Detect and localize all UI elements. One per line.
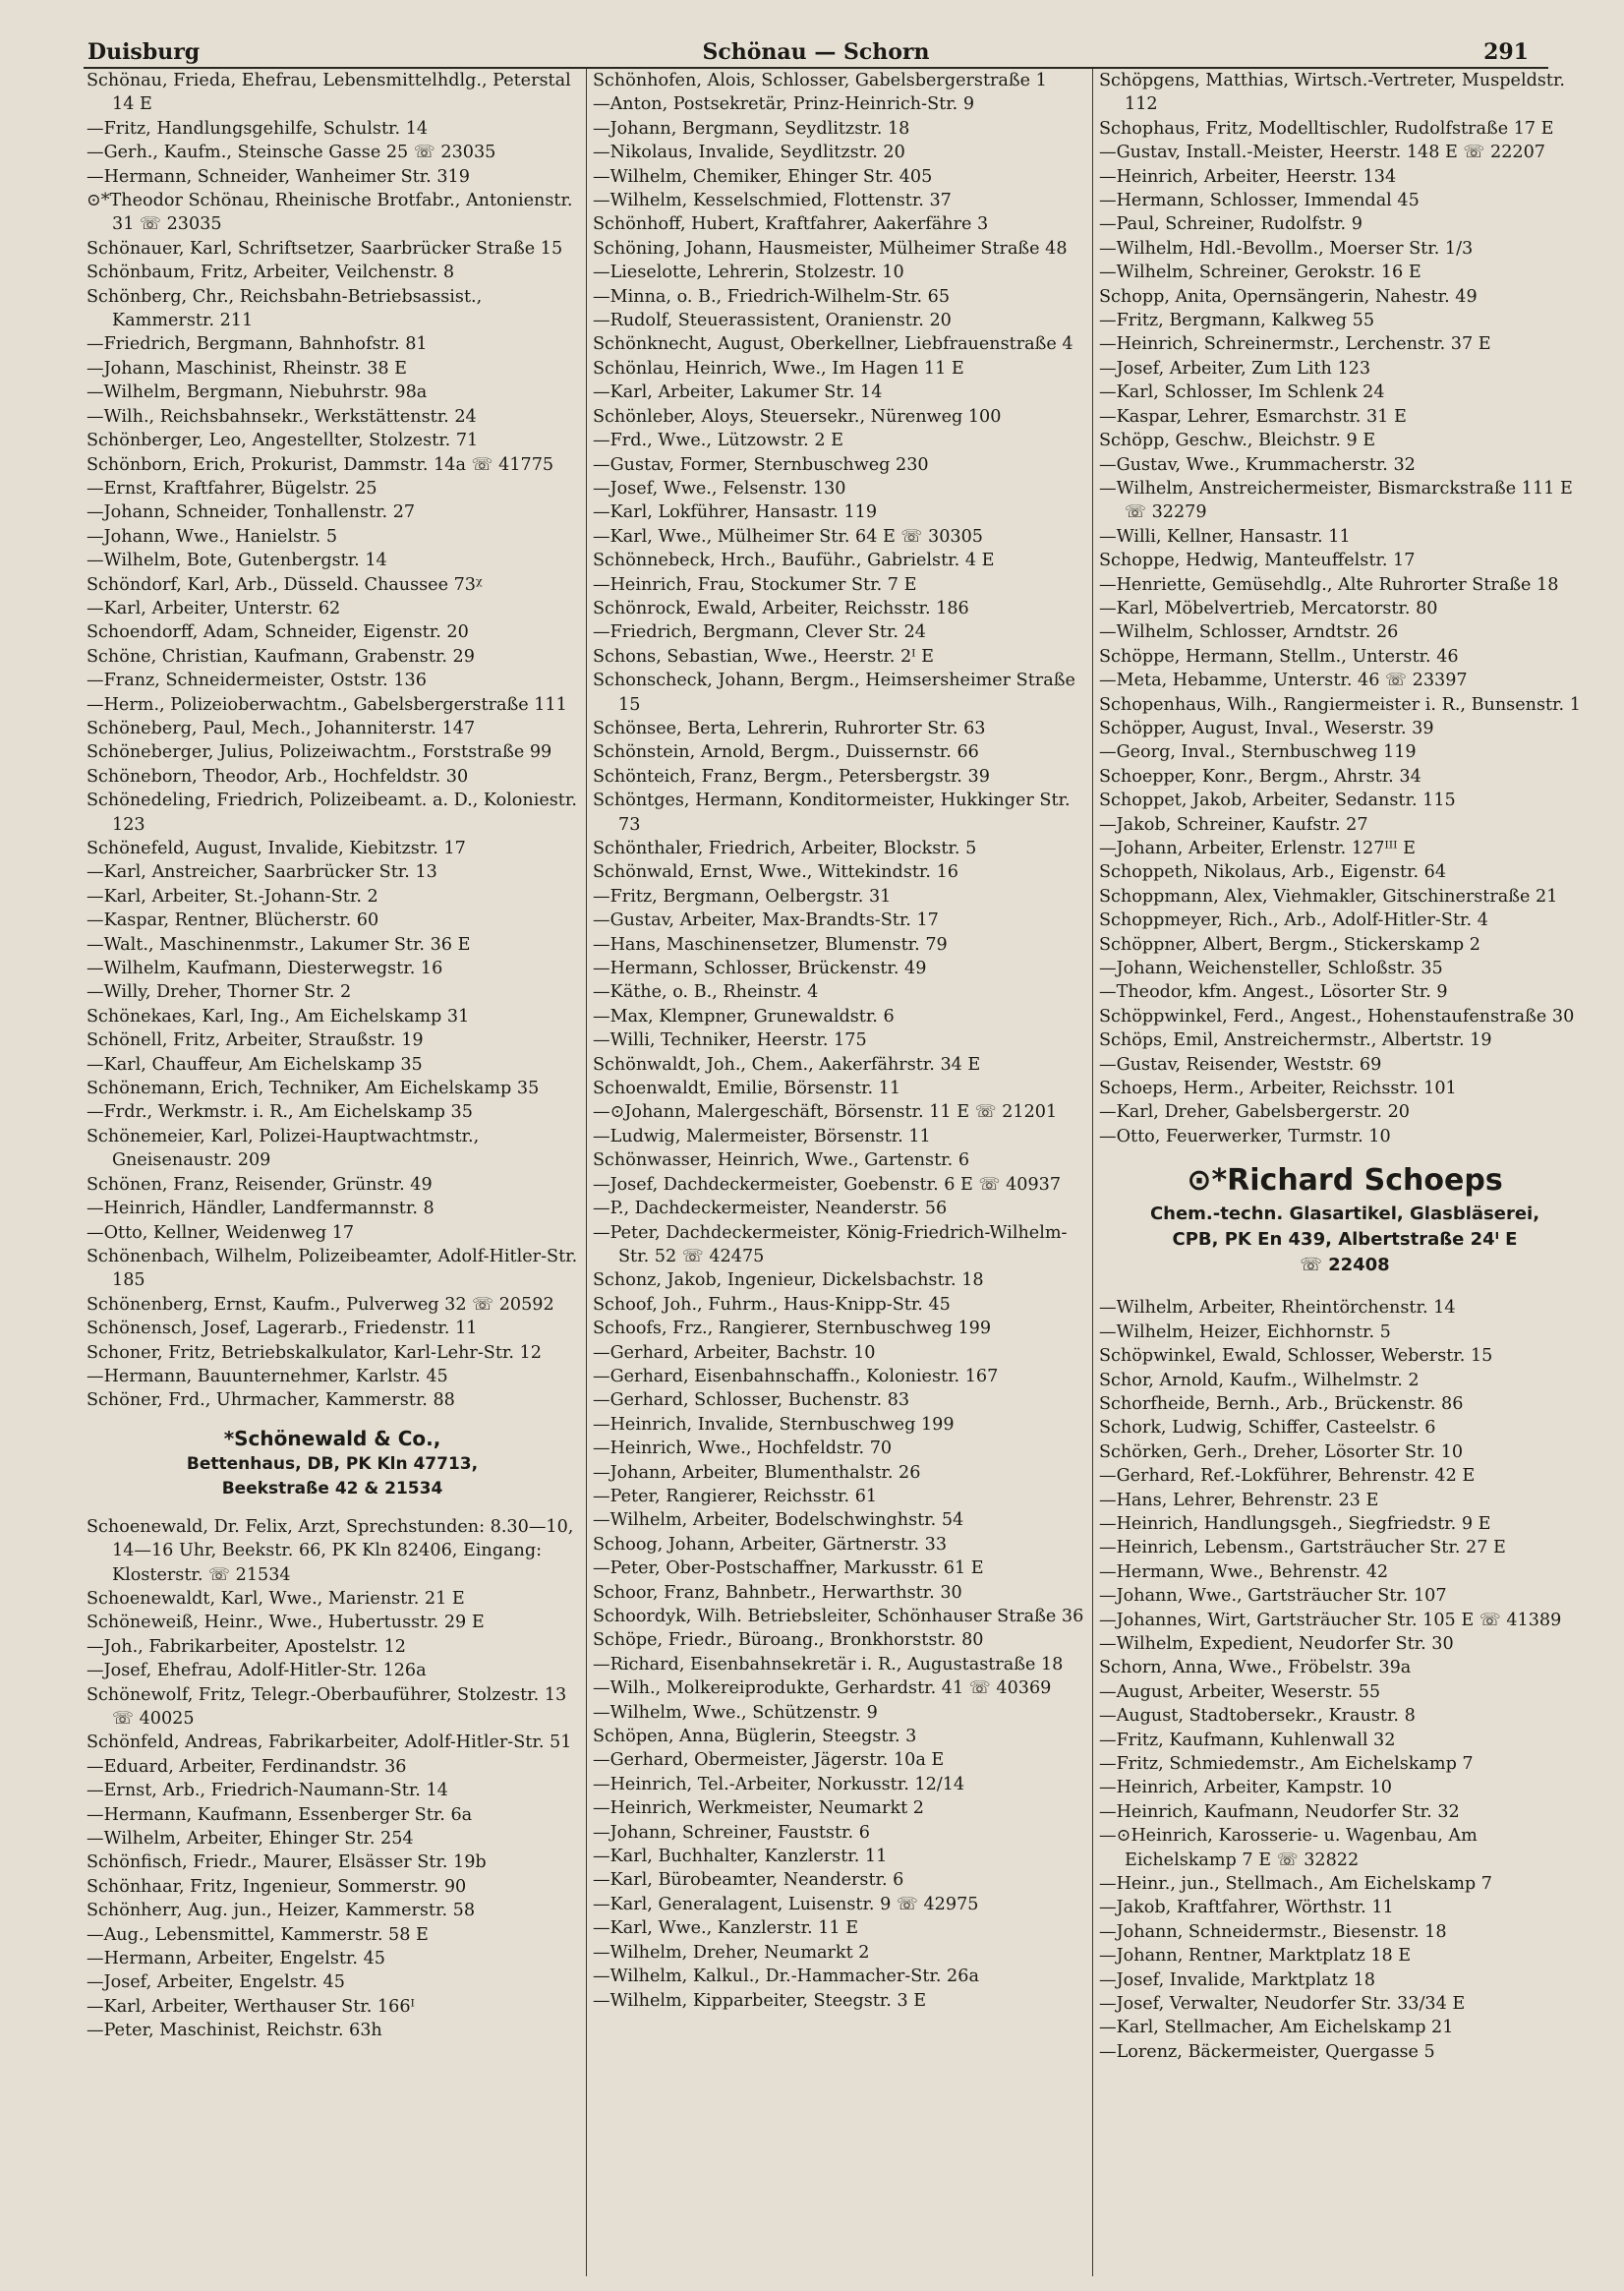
directory-entry: —Johann, Bergmann, Seydlitzstr. 18	[593, 118, 910, 139]
directory-entry: ⊙*Theodor Schönau, Rheinische Brotfabr., Antonienstr. 31 ☏ 23035	[87, 191, 573, 235]
directory-entry: —Josef, Ehefrau, Adolf-Hitler-Str. 126a	[87, 1661, 427, 1681]
directory-entry: —Gerhard, Schlosser, Buchenstr. 83	[593, 1390, 910, 1411]
directory-entry: —Heinrich, Handlungsgeh., Siegfriedstr. 9 E	[1099, 1513, 1491, 1534]
directory-entry: Schönefeld, August, Invalide, Kiebitzstr. 17	[87, 839, 466, 858]
directory-entry: Schönborn, Erich, Prokurist, Dammstr. 14a ☏ 41775	[87, 454, 554, 475]
directory-entry: Schoog, Johann, Arbeiter, Gärtnerstr. 33	[593, 1534, 948, 1555]
directory-entry: —Heinrich, Händler, Landfermannstr. 8	[87, 1199, 435, 1219]
directory-entry: —Karl, Lokführer, Hansastr. 119	[593, 502, 878, 523]
directory-entry: —Johann, Schneidermstr., Biesenstr. 18	[1099, 1921, 1447, 1942]
directory-entry: —Minna, o. B., Friedrich-Wilhelm-Str. 65	[593, 286, 951, 307]
ad-title: ⊙*Richard Schoeps	[1187, 1163, 1503, 1199]
header-range: Schönau — Schorn	[702, 39, 930, 65]
directory-entry: —Fritz, Kaufmann, Kuhlenwall 32	[1099, 1730, 1396, 1750]
directory-entry: —Gerhard, Obermeister, Jägerstr. 10a E	[593, 1750, 945, 1771]
directory-entry: —Josef, Dachdeckermeister, Goebenstr. 6 E ☏ 40937	[593, 1174, 1062, 1195]
directory-entry: —Jakob, Kraftfahrer, Wörthstr. 11	[1099, 1898, 1394, 1918]
directory-entry: —Gustav, Arbeiter, Max-Brandts-Str. 17	[593, 911, 939, 931]
directory-entry: —Karl, Arbeiter, Unterstr. 62	[87, 598, 341, 618]
directory-entry: —August, Arbeiter, Weserstr. 55	[1099, 1681, 1381, 1702]
directory-entry: —Karl, Wwe., Kanzlerstr. 11 E	[593, 1918, 859, 1939]
directory-entry: —Peter, Ober-Postschaffner, Markusstr. 61 E	[593, 1558, 984, 1579]
directory-entry: —Kaspar, Lehrer, Esmarchstr. 31 E	[1099, 406, 1407, 427]
directory-entry: —Eduard, Arbeiter, Ferdinandstr. 36	[87, 1756, 407, 1777]
directory-entry: Schönwaldt, Joh., Chem., Aakerfährstr. 34 E	[593, 1054, 981, 1075]
header-city: Duisburg	[87, 39, 201, 65]
directory-entry: —Wilhelm, Kaufmann, Diesterwegstr. 16	[87, 959, 443, 979]
directory-entry: —Frd., Wwe., Lützowstr. 2 E	[593, 431, 843, 451]
directory-entry: Schoof, Joh., Fuhrm., Haus-Knipp-Str. 45	[593, 1294, 951, 1315]
directory-entry: Schönsee, Berta, Lehrerin, Ruhrorter Str. 63	[593, 718, 986, 738]
directory-entry: Schoppeth, Nikolaus, Arb., Eigenstr. 64	[1099, 862, 1447, 883]
directory-entry: Schöppner, Albert, Bergm., Stickerskamp 2	[1099, 934, 1480, 955]
directory-entry: —Karl, Generalagent, Luisenstr. 9 ☏ 42975	[593, 1894, 979, 1914]
directory-entry: —Rudolf, Steuerassistent, Oranienstr. 20	[593, 311, 952, 331]
directory-entry: Schöning, Johann, Hausmeister, Mülheimer Straße 48	[593, 238, 1068, 259]
directory-entry: —Heinrich, Frau, Stockumer Str. 7 E	[593, 574, 917, 595]
directory-entry: —Walt., Maschinenmstr., Lakumer Str. 36 E	[87, 934, 471, 955]
directory-entry: —Wilhelm, Wwe., Schützenstr. 9	[593, 1702, 878, 1723]
directory-entry: —Ernst, Kraftfahrer, Bügelstr. 25	[87, 478, 377, 499]
directory-entry: Schöntges, Hermann, Konditormeister, Hukkinger Str. 73	[593, 791, 1071, 835]
directory-entry: Schoppe, Hedwig, Manteuffelstr. 17	[1099, 551, 1416, 571]
directory-entry: —Otto, Kellner, Weidenweg 17	[87, 1222, 355, 1243]
directory-entry: Schönfisch, Friedr., Maurer, Elsässer Str. 19b	[87, 1852, 487, 1873]
directory-entry: Schoenwaldt, Emilie, Börsenstr. 11	[593, 1079, 901, 1099]
directory-entry: —Otto, Feuerwerker, Turmstr. 10	[1099, 1126, 1391, 1146]
directory-entry: —Karl, Anstreicher, Saarbrücker Str. 13	[87, 862, 437, 883]
directory-entry: —Käthe, o. B., Rheinstr. 4	[593, 982, 819, 1003]
directory-entry: —Georg, Inval., Sternbuschweg 119	[1099, 742, 1417, 763]
directory-entry: Schönen, Franz, Reisender, Grünstr. 49	[87, 1174, 433, 1195]
directory-entry: Schönteich, Franz, Bergm., Petersbergstr. 39	[593, 766, 990, 787]
directory-entry: —Hermann, Schlosser, Immendal 45	[1099, 191, 1420, 211]
directory-entry: —Johann, Maschinist, Rheinstr. 38 E	[87, 358, 408, 379]
directory-entry: Schophaus, Fritz, Modelltischler, Rudolfstraße 17 E	[1099, 118, 1554, 139]
directory-entry: —Hermann, Wwe., Behrenstr. 42	[1099, 1561, 1389, 1582]
directory-entry: —Johann, Wwe., Gartsträucher Str. 107	[1099, 1586, 1447, 1607]
directory-entry: —Josef, Arbeiter, Engelstr. 45	[87, 1972, 345, 1993]
directory-entry: Schöpper, August, Inval., Weserstr. 39	[1099, 718, 1434, 738]
directory-entry: —Johann, Schneider, Tonhallenstr. 27	[87, 502, 416, 523]
directory-entry: —Willy, Dreher, Thorner Str. 2	[87, 982, 352, 1003]
directory-entry: —Richard, Eisenbahnsekretär i. R., Augustastraße 18	[593, 1654, 1064, 1674]
column-1	[87, 69, 578, 2276]
column-divider	[586, 69, 587, 2276]
directory-entry: —Peter, Dachdeckermeister, König-Friedrich-Wilhelm-Str. 52 ☏ 42475	[593, 1222, 1068, 1266]
directory-entry: —Heinrich, Invalide, Sternbuschweg 199	[593, 1414, 955, 1435]
directory-entry: —Karl, Stellmacher, Am Eichelskamp 21	[1099, 2018, 1454, 2038]
directory-entry: —Karl, Wwe., Mülheimer Str. 64 E ☏ 30305	[593, 526, 983, 547]
directory-entry: Schönthaler, Friedrich, Arbeiter, Blockstr. 5	[593, 839, 977, 858]
directory-entry: Schönhofen, Alois, Schlosser, Gabelsbergerstraße 1	[593, 71, 1047, 90]
directory-entry: Schöpp, Geschw., Bleichstr. 9 E	[1099, 431, 1376, 451]
ad-line: CPB, PK En 439, Albertstraße 24ᴵ E	[1172, 1229, 1518, 1251]
directory-entry: Schönau, Frieda, Ehefrau, Lebensmittelhdlg., Peterstal 14 E	[87, 71, 571, 115]
directory-entry: —Henriette, Gemüsehdlg., Alte Ruhrorter Straße 18	[1099, 574, 1559, 595]
directory-entry: —Gustav, Install.-Meister, Heerstr. 148 E ☏ 22207	[1099, 143, 1545, 163]
directory-entry: Schönleber, Aloys, Steuersekr., Nürenweg 100	[593, 406, 1002, 427]
directory-entry: —Frdr., Werkmstr. i. R., Am Eichelskamp 35	[87, 1102, 473, 1123]
directory-entry: Schönknecht, August, Oberkellner, Liebfrauenstraße 4	[593, 334, 1073, 355]
directory-entry: Schönherr, Aug. jun., Heizer, Kammerstr. 58	[87, 1901, 476, 1921]
directory-entry: Schöpe, Friedr., Büroang., Bronkhorststr. 80	[593, 1630, 984, 1651]
directory-entry: Schoordyk, Wilh. Betriebsleiter, Schönhauser Straße 36	[593, 1607, 1084, 1626]
directory-entry: —Josef, Arbeiter, Zum Lith 123	[1099, 358, 1371, 379]
directory-entry: Schoppmann, Alex, Viehmakler, Gitschinerstraße 21	[1099, 886, 1558, 907]
directory-entry: Schönlau, Heinrich, Wwe., Im Hagen 11 E	[593, 358, 964, 379]
directory-entry: —Wilhelm, Bergmann, Niebuhrstr. 98a	[87, 382, 428, 403]
directory-entry: Schönnebeck, Hrch., Bauführ., Gabrielstr. 4 E	[593, 551, 995, 571]
directory-entry: —Paul, Schreiner, Rudolfstr. 9	[1099, 214, 1363, 235]
directory-entry: —Wilhelm, Schreiner, Gerokstr. 16 E	[1099, 263, 1421, 283]
directory-entry: Schönstein, Arnold, Bergm., Duissernstr. 66	[593, 742, 979, 763]
directory-entry: Schoeps, Herm., Arbeiter, Reichsstr. 101	[1099, 1079, 1457, 1099]
directory-entry: Schöner, Frd., Uhrmacher, Kammerstr. 88	[87, 1390, 455, 1411]
directory-entry: —Gustav, Reisender, Weststr. 69	[1099, 1054, 1382, 1075]
directory-entry: Schons, Sebastian, Wwe., Heerstr. 2ᴵ E	[593, 646, 934, 667]
directory-entry: —Ernst, Arb., Friedrich-Naumann-Str. 14	[87, 1781, 448, 1801]
directory-entry: —Karl, Schlosser, Im Schlenk 24	[1099, 382, 1385, 403]
directory-entry: —Karl, Arbeiter, St.-Johann-Str. 2	[87, 886, 378, 907]
directory-entry: —Karl, Möbelvertrieb, Mercatorstr. 80	[1099, 598, 1438, 618]
directory-entry: —Hermann, Kaufmann, Essenberger Str. 6a	[87, 1804, 473, 1825]
directory-entry: —Karl, Dreher, Gabelsbergerstr. 20	[1099, 1102, 1410, 1123]
directory-entry: —Gerhard, Eisenbahnschaffn., Koloniestr. 167	[593, 1366, 999, 1386]
directory-entry: Schoendorff, Adam, Schneider, Eigenstr. 20	[87, 622, 469, 643]
directory-entry: —Johann, Weichensteller, Schloßstr. 35	[1099, 959, 1443, 979]
directory-entry: Schöneweiß, Heinr., Wwe., Hubertusstr. 29 E	[87, 1613, 485, 1633]
directory-entry: Schöpwinkel, Ewald, Schlosser, Weberstr. 15	[1099, 1346, 1493, 1367]
directory-entry: —Joh., Fabrikarbeiter, Apostelstr. 12	[87, 1636, 407, 1657]
directory-entry: Schorfheide, Bernh., Arb., Brückenstr. 86	[1099, 1393, 1464, 1414]
directory-entry: Schönewolf, Fritz, Telegr.-Oberbauführer, Stolzestr. 13 ☏ 40025	[87, 1684, 567, 1729]
directory-entry: Schönekaes, Karl, Ing., Am Eichelskamp 31	[87, 1006, 470, 1027]
directory-entry: Schoppet, Jakob, Arbeiter, Sedanstr. 115	[1099, 791, 1456, 811]
directory-entry: —Theodor, kfm. Angest., Lösorter Str. 9	[1099, 982, 1448, 1003]
directory-entry: Schörken, Gerh., Dreher, Lösorter Str. 10	[1099, 1441, 1464, 1462]
directory-entry: —Willi, Kellner, Hansastr. 11	[1099, 526, 1351, 547]
directory-entry: Schönell, Fritz, Arbeiter, Straußstr. 19	[87, 1030, 424, 1051]
directory-entry: —Gerhard, Ref.-Lokführer, Behrenstr. 42 E	[1099, 1466, 1476, 1487]
directory-entry: —Johannes, Wirt, Gartsträucher Str. 105 E ☏ 41389	[1099, 1610, 1562, 1630]
directory-entry: —Heinrich, Arbeiter, Kampstr. 10	[1099, 1778, 1393, 1798]
page-header	[84, 35, 1548, 69]
directory-entry: Schopp, Anita, Opernsängerin, Nahestr. 49	[1099, 286, 1478, 307]
directory-entry: —Gerhard, Arbeiter, Bachstr. 10	[593, 1342, 876, 1363]
directory-entry: —Karl, Bürobeamter, Neanderstr. 6	[593, 1870, 904, 1891]
directory-entry: —Wilh., Reichsbahnsekr., Werkstättenstr. 24	[87, 406, 477, 427]
ad-line: Beekstraße 42 & 21534	[221, 1478, 443, 1498]
directory-entry: —Ludwig, Malermeister, Börsenstr. 11	[593, 1126, 931, 1146]
directory-entry: —Karl, Arbeiter, Werthauser Str. 166ᴵ	[87, 1996, 415, 2017]
directory-entry: —Wilhelm, Kalkul., Dr.-Hammacher-Str. 26a	[593, 1967, 979, 1987]
directory-entry: —⊙Heinrich, Karosserie- u. Wagenbau, Am Eichelskamp 7 E ☏ 32822	[1099, 1826, 1478, 1870]
directory-entry: —Wilhelm, Arbeiter, Rheintörchenstr. 14	[1099, 1298, 1456, 1319]
directory-entry: —Karl, Chauffeur, Am Eichelskamp 35	[87, 1054, 423, 1075]
directory-entry: Schoppmeyer, Rich., Arb., Adolf-Hitler-Str. 4	[1099, 911, 1488, 931]
directory-entry: —Wilhelm, Schlosser, Arndtstr. 26	[1099, 622, 1399, 643]
directory-entry: —Wilhelm, Kipparbeiter, Steegstr. 3 E	[593, 1990, 927, 2011]
directory-entry: —Johann, Rentner, Marktplatz 18 E	[1099, 1946, 1412, 1967]
column-2	[593, 69, 1084, 2276]
directory-entry: —Wilhelm, Chemiker, Ehinger Str. 405	[593, 166, 933, 187]
directory-entry: Schöps, Emil, Anstreichermstr., Albertstr. 19	[1099, 1030, 1492, 1051]
directory-entry: —Hermann, Schneider, Wanheimer Str. 319	[87, 166, 470, 187]
directory-entry: Schönemeier, Karl, Polizei-Hauptwachtmstr., Gneisenaustr. 209	[87, 1126, 480, 1171]
directory-entry: —Wilhelm, Arbeiter, Ehinger Str. 254	[87, 1829, 414, 1850]
directory-entry: —Meta, Hebamme, Unterstr. 46 ☏ 23397	[1099, 671, 1468, 691]
directory-entry: —Karl, Buchhalter, Kanzlerstr. 11	[593, 1847, 888, 1867]
ad-phone: ☏ 22408	[1300, 1255, 1390, 1276]
directory-entry: Schönberger, Leo, Angestellter, Stolzestr. 71	[87, 431, 479, 451]
directory-entry: —Herm., Polizeioberwachtm., Gabelsbergerstraße 111	[87, 694, 567, 715]
directory-entry: Schönenbach, Wilhelm, Polizeibeamter, Adolf-Hitler-Str. 185	[87, 1246, 578, 1291]
directory-entry: —Johann, Arbeiter, Blumenthalstr. 26	[593, 1462, 921, 1483]
directory-entry: Schönwald, Ernst, Wwe., Wittekindstr. 16	[593, 862, 958, 883]
directory-entry: Schöne, Christian, Kaufmann, Grabenstr. 29	[87, 646, 475, 667]
directory-entry: —Hans, Lehrer, Behrenstr. 23 E	[1099, 1490, 1379, 1510]
directory-entry: —Gerh., Kaufm., Steinsche Gasse 25 ☏ 23035	[87, 143, 496, 163]
directory-entry: Schöneborn, Theodor, Arb., Hochfeldstr. 30	[87, 766, 469, 787]
directory-entry: —Max, Klempner, Grunewaldstr. 6	[593, 1006, 895, 1027]
directory-entry: Schönauer, Karl, Schriftsetzer, Saarbrücker Straße 15	[87, 238, 563, 259]
directory-entry: —Heinrich, Arbeiter, Heerstr. 134	[1099, 166, 1397, 187]
directory-entry: —Heinrich, Tel.-Arbeiter, Norkusstr. 12/14	[593, 1774, 965, 1794]
directory-entry: —⊙Johann, Malergeschäft, Börsenstr. 11 E ☏ 21201	[593, 1102, 1058, 1123]
directory-entry: —August, Stadtobersekr., Kraustr. 8	[1099, 1706, 1416, 1727]
directory-entry: —Heinr., jun., Stellmach., Am Eichelskamp 7	[1099, 1874, 1492, 1895]
directory-entry: Schöneberg, Paul, Mech., Johanniterstr. 147	[87, 718, 476, 738]
ad-line: Bettenhaus, DB, PK Kln 47713,	[186, 1453, 479, 1474]
directory-entry: —Heinrich, Wwe., Hochfeldstr. 70	[593, 1439, 893, 1459]
directory-entry: —Wilhelm, Dreher, Neumarkt 2	[593, 1942, 870, 1963]
directory-entry: Schöneberger, Julius, Polizeiwachtm., Forststraße 99	[87, 742, 552, 763]
directory-entry: Schonz, Jakob, Ingenieur, Dickelsbachstr. 18	[593, 1270, 984, 1291]
directory-entry: —Hermann, Arbeiter, Engelstr. 45	[87, 1949, 385, 1969]
advertisement-richard-schoeps	[1099, 1160, 1591, 1278]
directory-entry: —Jakob, Schreiner, Kaufstr. 27	[1099, 814, 1368, 835]
advertisement-schoenewald	[87, 1425, 578, 1501]
directory-entry: —Gustav, Wwe., Krummacherstr. 32	[1099, 454, 1416, 475]
directory-entry: —Anton, Postsekretär, Prinz-Heinrich-Str. 9	[593, 94, 975, 115]
directory-entry: Schönemann, Erich, Techniker, Am Eichelskamp 35	[87, 1079, 540, 1099]
directory-entry: —Wilhelm, Anstreichermeister, Bismarckstraße 111 E ☏ 32279	[1099, 478, 1573, 523]
directory-entry: —Hermann, Bauunternehmer, Karlstr. 45	[87, 1366, 448, 1386]
column-divider	[1092, 69, 1093, 2276]
column-3	[1099, 69, 1591, 2276]
directory-entry: —Fritz, Bergmann, Oelbergstr. 31	[593, 886, 892, 907]
directory-entry: Schönberg, Chr., Reichsbahn-Betriebsassist., Kammerstr. 211	[87, 286, 483, 331]
directory-entry: Schöndorf, Karl, Arb., Düsseld. Chaussee 73ᵡ	[87, 574, 483, 595]
directory-entry: Schoepper, Konr., Bergm., Ahrstr. 34	[1099, 766, 1421, 787]
directory-entry: —Heinrich, Kaufmann, Neudorfer Str. 32	[1099, 1801, 1460, 1822]
directory-entry: —Kaspar, Rentner, Blücherstr. 60	[87, 911, 379, 931]
directory-entry: Schöppe, Hermann, Stellm., Unterstr. 46	[1099, 646, 1459, 667]
directory-entry: —Heinrich, Werkmeister, Neumarkt 2	[593, 1798, 924, 1819]
directory-entry: —Lieselotte, Lehrerin, Stolzestr. 10	[593, 263, 904, 283]
directory-entry: —Fritz, Handlungsgehilfe, Schulstr. 14	[87, 118, 429, 139]
directory-entry: —Wilhelm, Bote, Gutenbergstr. 14	[87, 551, 387, 571]
page-number: 291	[1483, 39, 1529, 65]
directory-entry: —Peter, Rangierer, Reichsstr. 61	[593, 1486, 878, 1506]
directory-entry: —Wilhelm, Hdl.-Bevollm., Moerser Str. 1/3	[1099, 238, 1474, 259]
directory-entry: —Wilhelm, Expedient, Neudorfer Str. 30	[1099, 1633, 1454, 1654]
directory-entry: Schoenewaldt, Karl, Wwe., Marienstr. 21 E	[87, 1588, 465, 1609]
directory-entry: —Willi, Techniker, Heerstr. 175	[593, 1030, 867, 1051]
directory-entry: —Johann, Schreiner, Fauststr. 6	[593, 1822, 870, 1843]
directory-entry: —Lorenz, Bäckermeister, Quergasse 5	[1099, 2041, 1435, 2062]
directory-entry: Schönedeling, Friedrich, Polizeibeamt. a. D., Koloniestr. 123	[87, 791, 577, 835]
directory-entry: Schönenberg, Ernst, Kaufm., Pulverweg 32 ☏ 20592	[87, 1294, 554, 1315]
directory-entry: —Friedrich, Bergmann, Bahnhofstr. 81	[87, 334, 428, 355]
ad-title: *Schönewald & Co.,	[223, 1426, 441, 1450]
directory-entry: —Wilhelm, Heizer, Eichhornstr. 5	[1099, 1322, 1391, 1342]
directory-entry: Schopenhaus, Wilh., Rangiermeister i. R., Bunsenstr. 1	[1099, 694, 1581, 715]
directory-entry: —Johann, Arbeiter, Erlenstr. 127ᴵᴵᴵ E	[1099, 839, 1416, 858]
directory-entry: Schönwasser, Heinrich, Wwe., Gartenstr. 6	[593, 1150, 970, 1171]
directory-entry: —Wilhelm, Arbeiter, Bodelschwinghstr. 54	[593, 1510, 964, 1531]
directory-entry: Schorn, Anna, Wwe., Fröbelstr. 39a	[1099, 1658, 1412, 1678]
directory-entry: —Josef, Verwalter, Neudorfer Str. 33/34 E	[1099, 1994, 1466, 2015]
directory-entry: —Fritz, Schmiedemstr., Am Eichelskamp 7	[1099, 1754, 1474, 1774]
directory-entry: Schork, Ludwig, Schiffer, Casteelstr. 6	[1099, 1418, 1436, 1439]
directory-entry: —Heinrich, Schreinermstr., Lerchenstr. 37 E	[1099, 334, 1491, 355]
directory-entry: Schöppwinkel, Ferd., Angest., Hohenstaufenstraße 30	[1099, 1006, 1575, 1027]
directory-entry: —Nikolaus, Invalide, Seydlitzstr. 20	[593, 143, 905, 163]
directory-entry: Schönensch, Josef, Lagerarb., Friedenstr. 11	[87, 1319, 478, 1339]
directory-entry: Schönfeld, Andreas, Fabrikarbeiter, Adolf-Hitler-Str. 51	[87, 1733, 572, 1753]
directory-entry: —Gustav, Former, Sternbuschweg 230	[593, 454, 929, 475]
directory-entry: Schoofs, Frz., Rangierer, Sternbuschweg 199	[593, 1319, 992, 1339]
directory-entry: Schöpen, Anna, Büglerin, Steegstr. 3	[593, 1727, 917, 1747]
directory-entry: Schönhaar, Fritz, Ingenieur, Sommerstr. 90	[87, 1876, 467, 1897]
directory-entry: Schönbaum, Fritz, Arbeiter, Veilchenstr. 8	[87, 263, 455, 283]
directory-entry: —Josef, Invalide, Marktplatz 18	[1099, 1969, 1375, 1990]
directory-entry: —Franz, Schneidermeister, Oststr. 136	[87, 671, 427, 691]
directory-entry: —P., Dachdeckermeister, Neanderstr. 56	[593, 1199, 948, 1219]
directory-entry: —Friedrich, Bergmann, Clever Str. 24	[593, 622, 926, 643]
directory-entry: Schor, Arnold, Kaufm., Wilhelmstr. 2	[1099, 1370, 1420, 1390]
directory-entry: Schoor, Franz, Bahnbetr., Herwarthstr. 30	[593, 1582, 962, 1603]
directory-entry: Schonscheck, Johann, Bergm., Heimsersheimer Straße 15	[593, 671, 1075, 715]
directory-entry: —Wilh., Molkereiprodukte, Gerhardstr. 41 ☏ 40369	[593, 1678, 1052, 1699]
directory-entry: Schöpgens, Matthias, Wirtsch.-Vertreter, Muspeldstr. 112	[1099, 71, 1566, 115]
directory-entry: Schoner, Fritz, Betriebskalkulator, Karl-Lehr-Str. 12	[87, 1342, 542, 1363]
directory-entry: —Peter, Maschinist, Reichstr. 63h	[87, 2021, 382, 2041]
directory-entry: —Heinrich, Lebensm., Gartsträucher Str. 27 E	[1099, 1538, 1506, 1558]
directory-entry: —Wilhelm, Kesselschmied, Flottenstr. 37	[593, 191, 952, 211]
directory-entry: —Aug., Lebensmittel, Kammerstr. 58 E	[87, 1924, 429, 1945]
directory-entry: Schönhoff, Hubert, Kraftfahrer, Aakerfähre 3	[593, 214, 989, 235]
directory-entry: —Johann, Wwe., Hanielstr. 5	[87, 526, 338, 547]
directory-entry: Schoenewald, Dr. Felix, Arzt, Sprechstunden: 8.30—10, 14—16 Uhr, Beekstr. 66, PK Kln 82406, Eingang: Klosterstr. ☏ 21534	[87, 1516, 574, 1585]
directory-entry: —Fritz, Bergmann, Kalkweg 55	[1099, 311, 1375, 331]
directory-entry: —Karl, Arbeiter, Lakumer Str. 14	[593, 382, 883, 403]
directory-entry: —Hans, Maschinensetzer, Blumenstr. 79	[593, 934, 948, 955]
directory-entry: Schönrock, Ewald, Arbeiter, Reichsstr. 186	[593, 598, 969, 618]
directory-entry: —Josef, Wwe., Felsenstr. 130	[593, 478, 846, 499]
ad-line: Chem.-techn. Glasartikel, Glasbläserei,	[1149, 1204, 1540, 1225]
directory-entry: —Hermann, Schlosser, Brückenstr. 49	[593, 959, 927, 979]
